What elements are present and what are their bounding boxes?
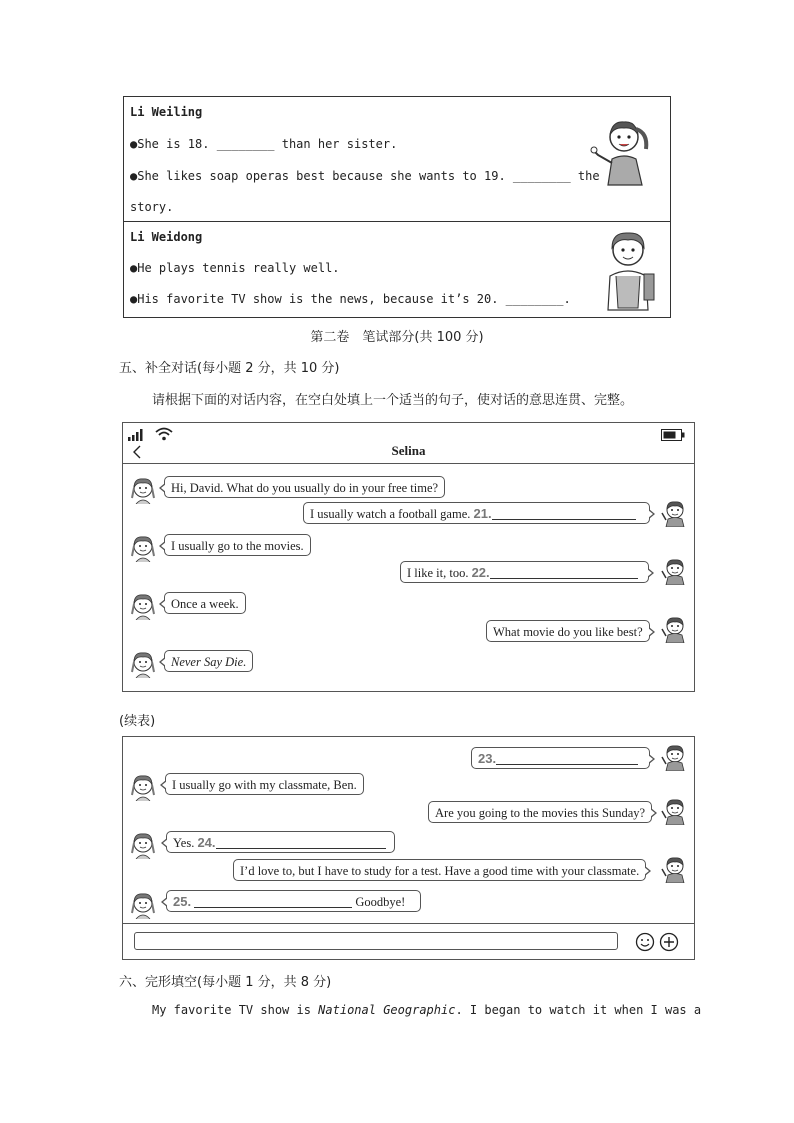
girl-avatar-icon bbox=[130, 650, 156, 678]
cloze-show-title: National Geographic bbox=[318, 1003, 456, 1017]
part2-title: 第二卷 笔试部分(共 100 分) bbox=[310, 330, 484, 345]
info-table bbox=[123, 96, 671, 318]
message-text: What movie do you like best? bbox=[493, 625, 643, 639]
message-text: I’d love to, but I have to study for a test. Have a good time with your classmate. bbox=[240, 864, 640, 878]
chat-bubble bbox=[164, 650, 253, 672]
girl-avatar-icon bbox=[130, 831, 156, 859]
boy-avatar-icon bbox=[661, 855, 687, 883]
smiley-icon[interactable] bbox=[635, 932, 655, 952]
name-li-weidong: Li Weidong bbox=[130, 230, 203, 244]
chat-bubble bbox=[486, 620, 650, 642]
section6-title: 六、完形填空(每小题 1 分，共 8 分) bbox=[119, 975, 332, 990]
cloze-text: . I began to watch it when I was a bbox=[455, 1003, 702, 1017]
answer-blank[interactable] bbox=[216, 835, 386, 849]
girl-avatar-icon bbox=[130, 592, 156, 620]
girl-avatar-icon bbox=[130, 476, 156, 504]
chat-bubble bbox=[165, 773, 364, 795]
message-text: Yes. bbox=[173, 836, 195, 850]
info-row-li-weidong bbox=[124, 222, 670, 318]
chat-header bbox=[123, 423, 694, 464]
question-number: 22. bbox=[471, 565, 490, 580]
girl-avatar-icon bbox=[130, 891, 156, 919]
girl-avatar-icon bbox=[130, 773, 156, 801]
info-line: ●She is 18. ________ than her sister. bbox=[130, 137, 398, 151]
message-text: Hi, David. What do you usually do in your free time? bbox=[171, 481, 439, 495]
chat-input-bar bbox=[123, 923, 694, 960]
message-text: Are you going to the movies this Sunday? bbox=[435, 806, 646, 820]
boy-illustration bbox=[600, 228, 660, 312]
chat-contact-name: Selina bbox=[391, 443, 426, 458]
message-text: Goodbye! bbox=[355, 895, 406, 909]
message-text: I like it, too. bbox=[407, 566, 469, 580]
plus-icon[interactable] bbox=[659, 932, 679, 952]
boy-avatar-icon bbox=[661, 499, 687, 527]
answer-blank[interactable] bbox=[496, 751, 638, 765]
chat-bubble bbox=[164, 476, 445, 498]
answer-blank[interactable] bbox=[194, 894, 352, 908]
boy-avatar-icon bbox=[661, 557, 687, 585]
chat-window-2 bbox=[122, 736, 695, 960]
message-text: Once a week. bbox=[171, 597, 239, 611]
question-number: 24. bbox=[197, 835, 216, 850]
cloze-text: My favorite TV show is bbox=[152, 1003, 319, 1017]
info-line: ●His favorite TV show is the news, because it’s 20. ________. bbox=[130, 292, 571, 306]
boy-avatar-icon bbox=[661, 615, 687, 643]
boy-avatar-icon bbox=[661, 797, 687, 825]
name-li-weiling: Li Weiling bbox=[130, 105, 203, 119]
signal-icon bbox=[128, 429, 144, 441]
message-text: I usually watch a football game. bbox=[310, 507, 471, 521]
message-text: I usually go with my classmate, Ben. bbox=[172, 778, 357, 792]
chat-bubble bbox=[233, 859, 646, 881]
chat-window-1 bbox=[122, 422, 695, 692]
message-text: I usually go to the movies. bbox=[171, 539, 304, 553]
boy-avatar-icon bbox=[661, 743, 687, 771]
chat-bubble bbox=[166, 831, 395, 853]
answer-blank[interactable] bbox=[492, 506, 636, 520]
girl-avatar-icon bbox=[130, 534, 156, 562]
chat-bubble bbox=[303, 502, 650, 524]
chat-bubble bbox=[471, 747, 650, 769]
chat-bubble bbox=[166, 890, 421, 912]
answer-blank[interactable] bbox=[490, 565, 638, 579]
cloze-passage bbox=[152, 1003, 701, 1017]
continued-label: (续表) bbox=[119, 714, 156, 729]
info-line: ●He plays tennis really well. bbox=[130, 261, 340, 275]
girl-illustration bbox=[590, 117, 660, 189]
question-number: 23. bbox=[478, 751, 497, 766]
info-row-li-weiling bbox=[124, 97, 670, 222]
chat-bubble bbox=[164, 534, 311, 556]
info-line: story. bbox=[130, 200, 174, 214]
info-line: ●She likes soap operas best because she wants to 19. ________ the bbox=[130, 169, 600, 183]
message-input[interactable] bbox=[134, 932, 618, 950]
wifi-icon bbox=[155, 427, 173, 441]
section5-instruction: 请根据下面的对话内容，在空白处填上一个适当的句子，使对话的意思连贯、完整。 bbox=[152, 393, 634, 408]
chat-bubble bbox=[428, 801, 652, 823]
chat-bubble bbox=[164, 592, 246, 614]
chat-bubble bbox=[400, 561, 649, 583]
question-number: 25. bbox=[173, 894, 192, 909]
question-number: 21. bbox=[473, 506, 492, 521]
message-text: Never Say Die. bbox=[171, 655, 247, 669]
section5-title: 五、补全对话(每小题 2 分，共 10 分) bbox=[119, 361, 340, 376]
battery-icon bbox=[661, 429, 685, 441]
